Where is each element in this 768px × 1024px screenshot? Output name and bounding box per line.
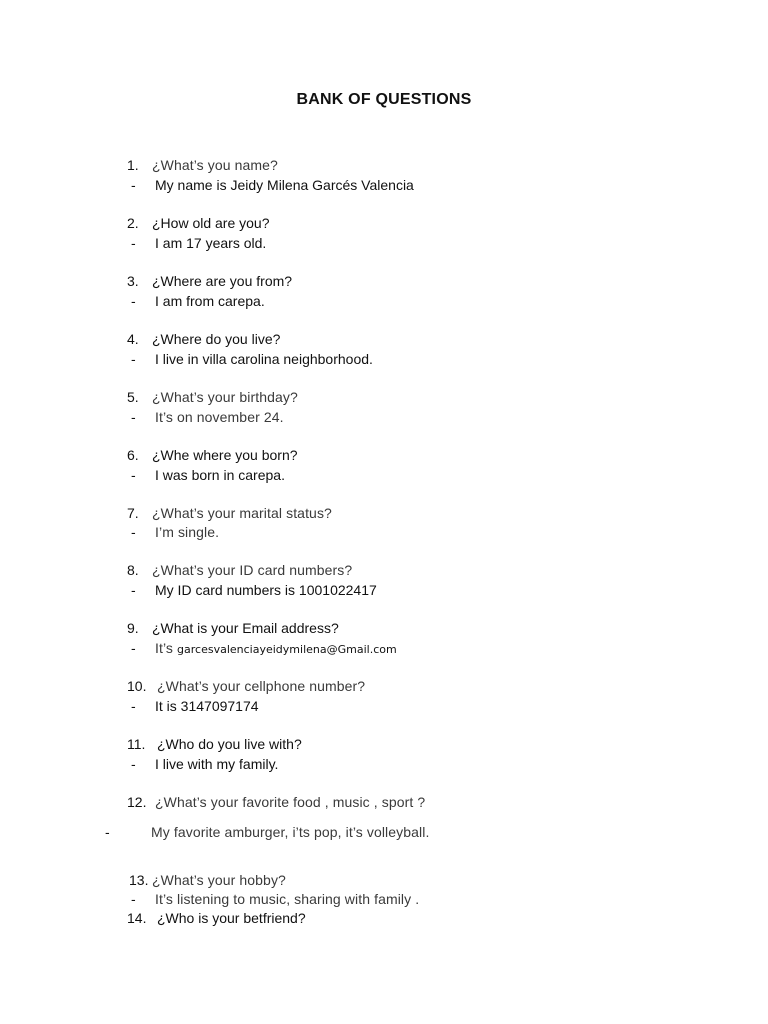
question-number: 2. [127,215,139,231]
answer-dash: - [131,640,136,656]
answer-dash: - [131,293,136,309]
answer-text [155,639,397,659]
answer-dash: - [131,467,136,483]
question-text: ¿What’s your birthday? [152,389,298,405]
question-number: 9. [127,620,139,636]
question-number: 6. [127,447,139,463]
question-number: 5. [127,389,139,405]
question-text: ¿Whe where you born? [152,447,298,463]
email-address: garcesvalenciayeidymilena@Gmail.com [177,643,397,656]
answer-text: It’s on november 24. [155,409,284,425]
answer-dash: - [131,177,136,193]
question-number: 12. [127,794,147,810]
question-text: ¿What’s you name? [152,157,278,173]
answer-dash: - [131,582,136,598]
question-number: 8. [127,562,139,578]
answer-text: My name is Jeidy Milena Garcés Valencia [155,177,414,193]
question-number: 3. [127,273,139,289]
question-text: ¿What’s your cellphone number? [157,678,366,694]
answer-dash: - [131,409,136,425]
answer-dash: - [131,235,136,251]
answer-dash: - [105,824,110,840]
page-title: BANK OF QUESTIONS [296,91,472,108]
question-text: ¿Who is your betfriend? [157,910,306,926]
question-text: ¿What’s your favorite food , music , sport ? [155,794,426,810]
answer-text: I’m single. [155,524,220,540]
question-text: ¿What’s your marital status? [152,505,332,521]
question-text: ¿Where do you live? [152,331,281,347]
question-text: ¿What is your Email address? [152,620,339,636]
answer-prefix: It’s [155,640,178,656]
answer-dash: - [131,891,136,907]
question-text: ¿Where are you from? [152,273,293,289]
question-number: 1. [127,157,139,173]
answer-dash: - [131,698,136,714]
question-number: 10. [127,678,147,694]
question-number: 4. [127,331,139,347]
question-text: ¿What’s your hobby? [152,872,286,888]
question-text: ¿Who do you live with? [157,736,302,752]
answer-text: I am 17 years old. [155,235,267,251]
question-number: 7. [127,505,139,521]
answer-dash: - [131,524,136,540]
question-number: 11. [127,736,146,752]
answer-text: My favorite amburger, i’ts pop, it’s volleyball. [151,824,430,840]
question-number: 14. [127,910,147,926]
question-text: ¿What’s your ID card numbers? [152,562,353,578]
answer-dash: - [131,351,136,367]
answer-text: It is 3147097174 [155,698,259,714]
answer-dash: - [131,756,136,772]
answer-text: I live in villa carolina neighborhood. [155,351,373,367]
answer-text: My ID card numbers is 1001022417 [155,582,377,598]
question-text: ¿How old are you? [152,215,270,231]
answer-text: I am from carepa. [155,293,265,309]
answer-text: I was born in carepa. [155,467,285,483]
answer-text: I live with my family. [155,756,279,772]
answer-text: It’s listening to music, sharing with family . [155,891,420,907]
question-number: 13. [129,872,149,888]
